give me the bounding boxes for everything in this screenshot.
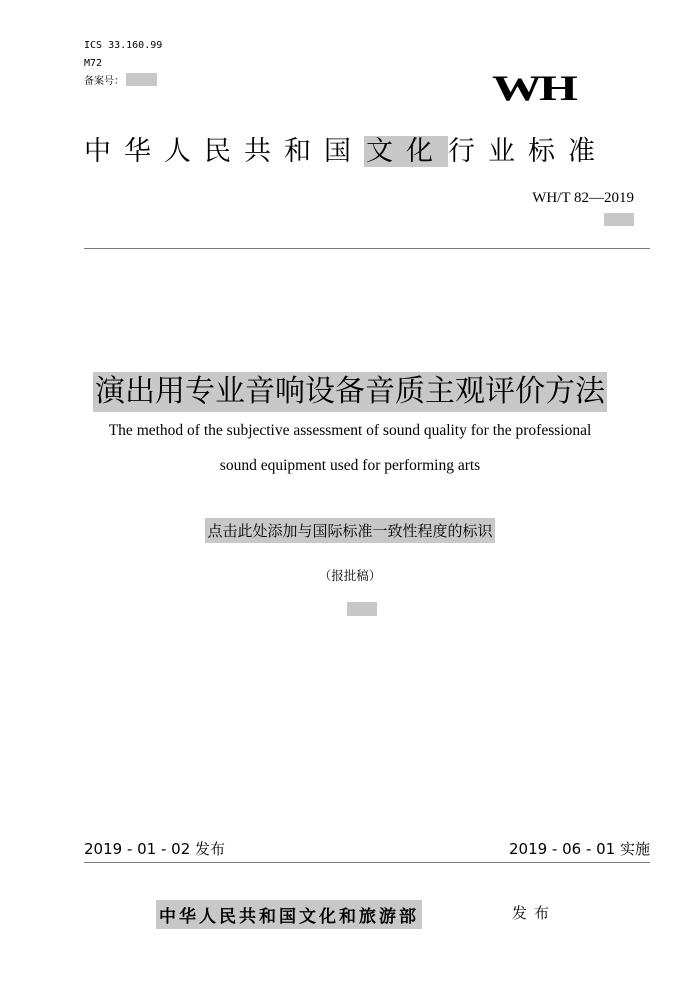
title-english-line2: sound equipment used for performing arts bbox=[219, 457, 481, 474]
filing-number-placeholder[interactable] bbox=[126, 73, 157, 86]
standard-type-part1: 中华人民共和国 bbox=[84, 136, 364, 167]
wh-logo: WH bbox=[492, 67, 575, 108]
title-english-line1: The method of the subjective assessment of sound quality for the professional bbox=[108, 422, 592, 439]
consistency-note bbox=[0, 518, 700, 543]
title-chinese-text[interactable]: 演出用专业音响设备音质主观评价方法 bbox=[93, 372, 607, 412]
ccs-code: M72 bbox=[84, 58, 103, 69]
consistency-note-field[interactable]: 点击此处添加与国际标准一致性程度的标识 bbox=[205, 518, 494, 543]
standard-type-part3: 行业标准 bbox=[448, 136, 608, 167]
bottom-divider bbox=[84, 862, 650, 863]
publish-date: 2019 - 01 - 02 发布 bbox=[84, 840, 226, 858]
implement-date: 2019 - 06 - 01 实施 bbox=[508, 840, 650, 858]
ics-code: ICS 33.160.99 bbox=[84, 40, 163, 51]
draft-status: （报批稿） bbox=[318, 568, 382, 583]
filing-number-label: 备案号： bbox=[84, 76, 124, 87]
issuer-name[interactable]: 中华人民共和国文化和旅游部 bbox=[156, 900, 422, 929]
title-chinese bbox=[0, 372, 700, 412]
issuer bbox=[156, 900, 422, 929]
standard-code: WH/T 82—2019 bbox=[532, 190, 634, 206]
standard-type-heading bbox=[84, 134, 608, 170]
issue-word: 发布 bbox=[512, 904, 557, 922]
filing-number bbox=[84, 73, 162, 91]
replace-code-placeholder[interactable] bbox=[604, 213, 634, 226]
document-meta bbox=[84, 37, 162, 91]
draft-placeholder[interactable] bbox=[347, 602, 377, 616]
top-divider bbox=[84, 248, 650, 249]
standard-type-highlight[interactable]: 文化 bbox=[366, 136, 446, 167]
